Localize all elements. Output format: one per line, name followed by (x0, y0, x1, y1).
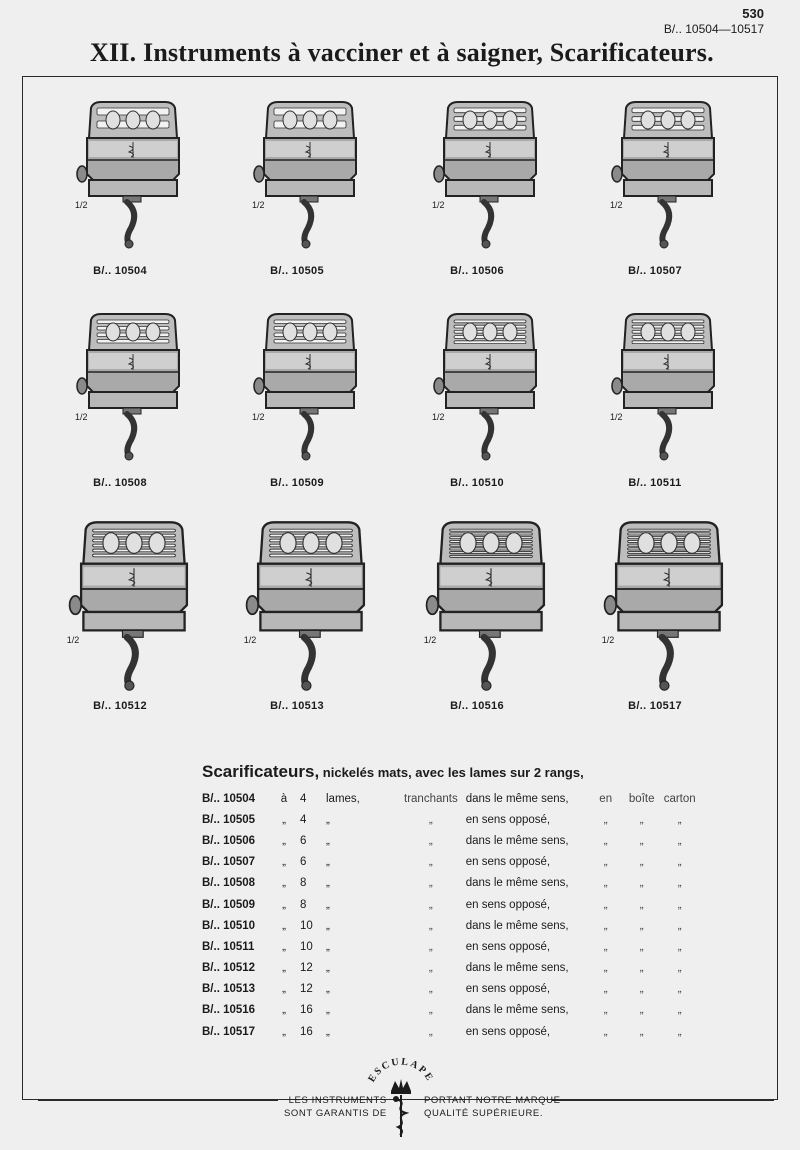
spec-cell-sep: „ (282, 1025, 286, 1038)
spec-cell-unit: „ (326, 1025, 330, 1038)
product-item (580, 100, 730, 290)
spec-title-main: Scarificateurs, (202, 762, 320, 781)
spec-row (198, 958, 700, 979)
spec-cell-sep: „ (282, 834, 286, 847)
product-code: B/.. 10505 (270, 265, 324, 277)
spec-cell-sep: „ (282, 877, 286, 890)
spec-cell-unit: lames, (326, 792, 360, 805)
spec-cell-q: „ (428, 940, 433, 953)
footer-left-line-2: SONT GARANTIS DE (284, 1108, 387, 1119)
size-fraction: 1/2 (75, 412, 88, 422)
spec-cell-dir: en sens opposé, (465, 983, 551, 996)
footer-right-line-1: PORTANT NOTRE MARQUE (424, 1095, 561, 1106)
spec-cell-dir: en sens opposé, (465, 813, 551, 826)
blade-slot (454, 320, 526, 323)
spec-cell-q: „ (428, 1025, 433, 1038)
size-fraction: 1/2 (423, 635, 437, 645)
product-item (45, 312, 195, 502)
blade (641, 111, 655, 129)
scarificateur-illustration (600, 520, 727, 693)
spec-cell-num: 8 (300, 877, 307, 890)
trigger-lever (484, 414, 491, 456)
spec-cell-dir: en sens opposé, (465, 856, 551, 869)
footer-rule-left (38, 1100, 278, 1101)
product-code: B/.. 10516 (450, 700, 504, 712)
spec-cell-num: 6 (300, 834, 307, 847)
spec-cell-q: „ (428, 856, 433, 869)
blade (638, 533, 654, 554)
spec-cell-sep: „ (282, 983, 286, 996)
spec-cell-ref: B/.. 10513 (202, 983, 256, 996)
trigger-lever (127, 637, 135, 685)
product-item (402, 100, 552, 290)
spec-cell-d3: „ (677, 919, 682, 932)
spec-cell-d1: „ (603, 834, 608, 847)
scarificateur-illustration (422, 520, 549, 693)
spec-cell-d3: „ (677, 813, 682, 826)
spec-title-rest: nickelés mats, avec les lames sur 2 rangs, (319, 765, 584, 780)
spec-cell-dir: en sens opposé, (465, 1025, 551, 1038)
scarificateur-illustration (73, 100, 183, 250)
blade (283, 323, 297, 341)
spec-cell-d3: „ (677, 940, 682, 953)
blade (641, 323, 655, 341)
trigger-lever (304, 202, 311, 244)
spec-row (198, 979, 700, 1000)
scarificateur-illustration (242, 520, 369, 693)
spec-cell-d3: „ (677, 898, 682, 911)
spec-cell-d3: „ (677, 877, 682, 890)
blade (681, 323, 695, 341)
footer-rule-right (552, 1100, 774, 1101)
size-fraction: 1/2 (601, 635, 615, 645)
spec-cell-q: „ (428, 1004, 433, 1017)
blade (503, 323, 517, 341)
esculape-emblem (366, 1055, 436, 1140)
scarificateur-illustration (608, 100, 718, 250)
spec-row (198, 1000, 700, 1021)
spec-cell-unit: „ (326, 877, 330, 890)
spec-cell-dir: en sens opposé, (465, 898, 551, 911)
blade (303, 323, 317, 341)
blade (503, 111, 517, 129)
blade-slot (269, 554, 352, 557)
product-code: B/.. 10507 (628, 265, 682, 277)
blade (661, 533, 677, 554)
spec-cell-q: „ (428, 983, 433, 996)
size-fraction: 1/2 (610, 412, 623, 422)
blade (303, 533, 319, 554)
spec-cell-d1: „ (603, 983, 608, 996)
product-item (45, 100, 195, 290)
footer-guarantee-right (424, 1094, 561, 1120)
footer-left-line-1: LES INSTRUMENTS (288, 1095, 387, 1106)
trigger-lever (304, 637, 312, 685)
spec-cell-num: 16 (300, 1004, 313, 1017)
product-item (580, 520, 730, 710)
size-fraction: 1/2 (432, 200, 445, 210)
spec-cell-unit: „ (326, 983, 330, 996)
product-item (580, 312, 730, 502)
spec-cell-q: „ (428, 898, 433, 911)
product-code: B/.. 10504 (93, 265, 147, 277)
spec-cell-d2: boîte (628, 792, 655, 805)
knob-icon (612, 378, 622, 394)
spec-cell-num: 4 (300, 792, 307, 805)
page-number: 530 (742, 6, 764, 21)
blade (463, 111, 477, 129)
spec-cell-d1: „ (603, 813, 608, 826)
spec-cell-d2: „ (639, 1025, 644, 1038)
blade (106, 111, 120, 129)
blade (463, 323, 477, 341)
spec-cell-num: 8 (300, 898, 307, 911)
spec-cell-d3: „ (677, 1025, 682, 1038)
spec-cell-d1: „ (603, 877, 608, 890)
spec-cell-num: 12 (300, 983, 313, 996)
blade (681, 111, 695, 129)
blade (684, 533, 700, 554)
spec-cell-ref: B/.. 10505 (202, 813, 256, 826)
knob-icon (69, 596, 81, 614)
knob-icon (604, 596, 616, 614)
blade (483, 533, 499, 554)
blade-slot (92, 554, 175, 557)
blade (280, 533, 296, 554)
spec-cell-d1: „ (603, 856, 608, 869)
spec-cell-d3: „ (677, 1004, 682, 1017)
spec-cell-sep: „ (282, 962, 286, 975)
spec-cell-d2: „ (639, 919, 644, 932)
spec-cell-dir: dans le même sens, (465, 792, 569, 805)
blade (483, 323, 497, 341)
spec-cell-q: „ (428, 813, 433, 826)
blade (506, 533, 522, 554)
knob-icon (77, 378, 87, 394)
spec-cell-num: 10 (300, 940, 313, 953)
blade-slot (269, 529, 352, 532)
knob-icon (434, 166, 444, 182)
knob-icon (254, 378, 264, 394)
spec-cell-d2: „ (639, 1004, 644, 1017)
scarificateur-illustration (250, 312, 360, 462)
spec-cell-d1: „ (603, 919, 608, 932)
spec-row (198, 852, 700, 873)
blade-slot (627, 555, 710, 557)
spec-cell-dir: dans le même sens, (465, 877, 569, 890)
size-fraction: 1/2 (252, 412, 265, 422)
blade-slot (627, 529, 710, 531)
spec-cell-ref: B/.. 10517 (202, 1025, 256, 1038)
blade (146, 323, 160, 341)
spec-cell-d2: „ (639, 834, 644, 847)
spec-cell-ref: B/.. 10508 (202, 877, 256, 890)
spec-cell-ref: B/.. 10509 (202, 898, 256, 911)
spec-cell-unit: „ (326, 962, 330, 975)
trigger-lever (662, 637, 670, 685)
spec-cell-sep: „ (282, 813, 286, 826)
spec-cell-dir: dans le même sens, (465, 834, 569, 847)
spec-row (198, 894, 700, 915)
scarificateur-illustration (430, 312, 540, 462)
spec-cell-d2: „ (639, 856, 644, 869)
size-fraction: 1/2 (243, 635, 257, 645)
spec-table (198, 788, 700, 1042)
blade-slot (449, 529, 532, 531)
spec-cell-sep: „ (282, 1004, 286, 1017)
knob-icon (434, 378, 444, 394)
spec-cell-d2: „ (639, 940, 644, 953)
spec-cell-d1: „ (603, 1004, 608, 1017)
spec-cell-unit: „ (326, 898, 330, 911)
spec-cell-d3: „ (677, 856, 682, 869)
spec-row (198, 915, 700, 936)
spec-row (198, 830, 700, 851)
spec-cell-q: „ (428, 962, 433, 975)
spec-cell-d1: „ (603, 1025, 608, 1038)
blade (323, 323, 337, 341)
spec-cell-num: 4 (300, 813, 307, 826)
product-item (222, 312, 372, 502)
size-fraction: 1/2 (432, 412, 445, 422)
knob-icon (77, 166, 87, 182)
blade (146, 111, 160, 129)
spec-title (202, 762, 584, 782)
blade (149, 533, 165, 554)
spec-cell-d1: „ (603, 962, 608, 975)
size-fraction: 1/2 (75, 200, 88, 210)
spec-cell-num: 10 (300, 919, 313, 932)
product-code: B/.. 10513 (270, 700, 324, 712)
blade (460, 533, 476, 554)
trigger-lever (304, 414, 311, 456)
knob-icon (426, 596, 438, 614)
scarificateur-illustration (430, 100, 540, 250)
blade (323, 111, 337, 129)
spec-cell-d1: „ (603, 898, 608, 911)
spec-cell-ref: B/.. 10511 (202, 940, 255, 953)
spec-cell-q: „ (428, 877, 433, 890)
product-code: B/.. 10506 (450, 265, 504, 277)
spec-cell-d1: en (599, 792, 613, 805)
blade (126, 323, 140, 341)
spec-cell-dir: dans le même sens, (465, 919, 569, 932)
spec-cell-unit: „ (326, 856, 330, 869)
product-item (402, 520, 552, 710)
caduceus-icon (394, 1095, 406, 1137)
emblem-text: ESCULAPE (366, 1056, 436, 1085)
spec-cell-d3: „ (677, 983, 682, 996)
spec-cell-ref: B/.. 10507 (202, 856, 256, 869)
spec-cell-d3: carton (663, 792, 696, 805)
scarificateur-illustration (250, 100, 360, 250)
spec-cell-unit: „ (326, 1004, 330, 1017)
blade (661, 111, 675, 129)
page-title: XII. Instruments à vacciner et à saigner, Scarificateurs. (90, 38, 714, 67)
footer-right-line-2: QUALITÉ SUPÉRIEURE. (424, 1108, 544, 1119)
spec-cell-dir: en sens opposé, (465, 940, 551, 953)
product-code: B/.. 10510 (450, 477, 504, 489)
spec-cell-num: 16 (300, 1025, 313, 1038)
knob-icon (254, 166, 264, 182)
product-code: B/.. 10511 (628, 477, 682, 489)
spec-row (198, 809, 700, 830)
page-range: B/.. 10504—10517 (663, 22, 764, 36)
spec-row (198, 936, 700, 957)
trigger-lever (127, 202, 134, 244)
product-code: B/.. 10508 (93, 477, 147, 489)
blade-slot (92, 529, 175, 532)
blade (126, 533, 142, 554)
spec-cell-dir: dans le même sens, (465, 962, 569, 975)
product-code: B/.. 10512 (93, 700, 147, 712)
trigger-lever (127, 414, 134, 456)
spec-cell-ref: B/.. 10504 (202, 792, 256, 805)
blade (103, 533, 119, 554)
spec-cell-sep: „ (282, 940, 286, 953)
spec-cell-q: tranchants (404, 792, 458, 805)
scarificateur-illustration (65, 520, 192, 693)
spec-cell-d2: „ (639, 813, 644, 826)
scarificateur-illustration (73, 312, 183, 462)
knob-icon (246, 596, 258, 614)
product-item (45, 520, 195, 710)
trigger-lever (484, 202, 491, 244)
spec-cell-d2: „ (639, 983, 644, 996)
spec-cell-ref: B/.. 10516 (202, 1004, 256, 1017)
blade-slot (449, 555, 532, 557)
spec-cell-q: „ (428, 919, 433, 932)
spec-cell-unit: „ (326, 919, 330, 932)
spec-row (198, 873, 700, 894)
spec-cell-num: 12 (300, 962, 313, 975)
blade (303, 111, 317, 129)
product-code: B/.. 10517 (628, 700, 682, 712)
product-code: B/.. 10509 (270, 477, 324, 489)
spec-cell-q: „ (428, 834, 433, 847)
size-fraction: 1/2 (252, 200, 265, 210)
spec-cell-sep: à (280, 792, 288, 805)
spec-cell-sep: „ (282, 856, 286, 869)
spec-cell-d3: „ (677, 834, 682, 847)
spec-cell-sep: „ (282, 898, 286, 911)
spec-cell-unit: „ (326, 834, 330, 847)
blade (106, 323, 120, 341)
size-fraction: 1/2 (610, 200, 623, 210)
spec-cell-d3: „ (677, 962, 682, 975)
spec-cell-dir: dans le même sens, (465, 1004, 569, 1017)
blade (326, 533, 342, 554)
spec-row (198, 1021, 700, 1042)
spec-cell-sep: „ (282, 919, 286, 932)
trigger-lever (484, 637, 492, 685)
blade (483, 111, 497, 129)
spec-cell-d2: „ (639, 962, 644, 975)
product-item (222, 100, 372, 290)
blade (283, 111, 297, 129)
spec-cell-unit: „ (326, 813, 330, 826)
spec-cell-ref: B/.. 10506 (202, 834, 256, 847)
spec-cell-d2: „ (639, 898, 644, 911)
spec-cell-ref: B/.. 10510 (202, 919, 256, 932)
spec-cell-unit: „ (326, 940, 330, 953)
trigger-lever (662, 414, 669, 456)
crown-icon (391, 1079, 411, 1094)
scarificateur-illustration (608, 312, 718, 462)
spec-cell-ref: B/.. 10512 (202, 962, 256, 975)
spec-row (198, 788, 700, 809)
knob-icon (612, 166, 622, 182)
spec-cell-num: 6 (300, 856, 307, 869)
spec-cell-d2: „ (639, 877, 644, 890)
blade-slot (632, 320, 704, 323)
spec-cell-d1: „ (603, 940, 608, 953)
blade (126, 111, 140, 129)
trigger-lever (662, 202, 669, 244)
size-fraction: 1/2 (66, 635, 80, 645)
product-item (402, 312, 552, 502)
product-item (222, 520, 372, 710)
blade (661, 323, 675, 341)
